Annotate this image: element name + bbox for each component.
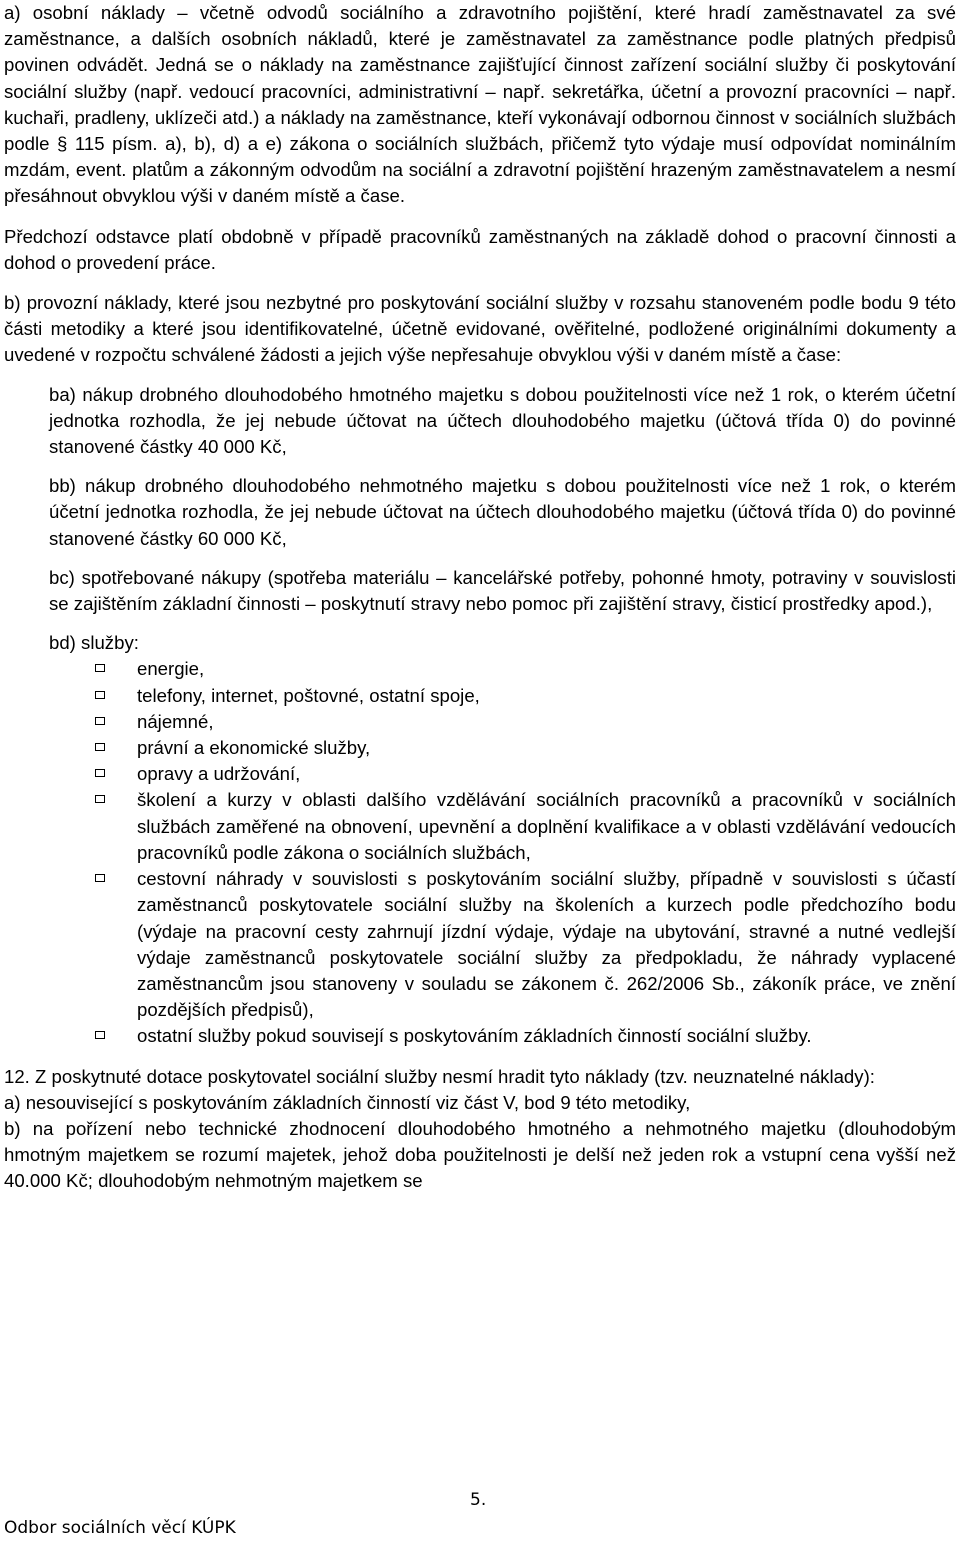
footer-department: Odbor sociálních věcí KÚPK [4,1518,236,1538]
list-item: telefony, internet, poštovné, ostatní spoje, [4,683,956,709]
square-bullet-icon [95,874,105,882]
square-bullet-icon [95,717,105,725]
section-12-item-b: b) na pořízení nebo technické zhodnocení dlouhodobého hmotného a nehmotného majetku (dlouhodobým hmotným majetkem se rozumí majetek, jehož doba použitelnosti je delší než jeden rok a vstupní cena vyšší než 40.000 Kč; dlouhodobým nehmotným majetkem se [4,1117,956,1192]
square-bullet-icon [95,743,105,751]
square-bullet-icon [95,769,105,777]
list-item: cestovní náhrady v souvislosti s poskytováním sociální služby, případně v souvislosti s účastí zaměstnanců poskytovatele sociální služby na školeních a kurzech podle předchozího bodu (výdaje na pracovní cesty zahrnují jízdní výdaje, výdaje na ubytování, stravné a nutné vedlejší výdaje zaměstnanců poskytovatele sociální služby za předpokladu, že náhrady vyplacené zaměstnancům jsou stanoveny v souladu se zákonem č. 262/2006 Sb., zákoník práce, ve znění pozdějších předpisů), [4,866,956,1023]
document-page [4,0,956,1195]
subitem-bd: bd) služby: [49,632,139,654]
subitem-bb: bb) nákup drobného dlouhodobého nehmotného majetku s dobou použitelnosti více než 1 rok, o kterém účetní jednotka rozhodla, že jej nebude účtovat na účtech dlouhodobého majetku (účtová třída 0) do povinné stanovené částky 60 000 Kč, [49,475,956,549]
square-bullet-icon [95,795,105,803]
subitem-bc: bc) spotřebované nákupy (spotřeba materiálu – kancelářské potřeby, pohonné hmoty, potraviny v souvislosti se zajištěním základní činnosti – poskytnutí stravy nebo pomoc při zajištění stravy, čisticí prostředky apod.), [49,566,956,615]
section-12-item-a: a) nesouvisející s poskytováním základních činností viz část V, bod 9 této metodiky, [4,1091,691,1113]
list-item: školení a kurzy v oblasti dalšího vzdělávání sociálních pracovníků a pracovníků v sociálních službách zaměřené na obnovení, upevnění a doplnění kvalifikace a v oblasti vzdělávání vedoucích pracovníků podle zákona o sociálních službách, [4,787,956,866]
list-item: právní a ekonomické služby, [4,735,956,761]
subitem-ba: ba) nákup drobného dlouhodobého hmotného majetku s dobou použitelnosti více než 1 rok, o kterém účetní jednotka rozhodla, že jej nebude účtovat na účtech dlouhodobého majetku (účtová třída 0) do povinné stanovené částky 40 000 Kč, [49,383,956,458]
square-bullet-icon [95,664,105,672]
square-bullet-icon [95,691,105,699]
paragraph-operating-costs: b) provozní náklady, které jsou nezbytné pro poskytování sociální služby v rozsahu stanoveném podle bodu 9 této části metodiky a které jsou identifikovatelné, účetně evidované, ověřitelné, podložené originálními dokumenty a uvedené v rozpočtu schválené žádosti a jejich výše nepřesahuje obvyklou výši v daném místě a čase: [4,292,956,366]
list-item: nájemné, [4,709,956,735]
page-number: 5. [470,1490,487,1510]
section-12-intro: 12. Z poskytnuté dotace poskytovatel sociální služby nesmí hradit tyto náklady (tzv. neuznatelné náklady): [4,1065,875,1087]
list-item: opravy a udržování, [4,761,956,787]
list-item: energie, [4,656,956,682]
paragraph-personal-costs: a) osobní náklady – včetně odvodů sociálního a zdravotního pojištění, které hradí zaměstnavatel za své zaměstnance, a dalších osobních nákladů, které je zaměstnavatel za zaměstnance podle platných předpisů povinen odvádět. Jedná se o náklady na zaměstnance zajišťující činnost zařízení sociální služby či poskytování sociální služby (např. vedoucí pracovníci, administrativní – např. sekretářka, účetní a provozní pracovníci – např. kuchaři, pradleny, uklízeči atd.) a náklady na zaměstnance, kteří vykonávají odbornou činnost v sociálních službách podle § 115 písm. a), b), d) a e) zákona o sociálních službách, přičemž tyto výdaje musí odpovídat nominálním mzdám, event. platům a zákonným odvodům na sociální a zdravotní pojištění hrazeným zaměstnavatelem a nesmí přesáhnout obvyklou výši v daném místě a čase. [4,2,956,207]
square-bullet-icon [95,1031,105,1039]
services-list [4,656,956,1049]
list-item: ostatní služby pokud souvisejí s poskytováním základních činností sociální služby. [4,1023,956,1049]
paragraph-agreements: Předchozí odstavce platí obdobně v případě pracovníků zaměstnaných na základě dohod o pracovní činnosti a dohod o provedení práce. [4,225,956,273]
